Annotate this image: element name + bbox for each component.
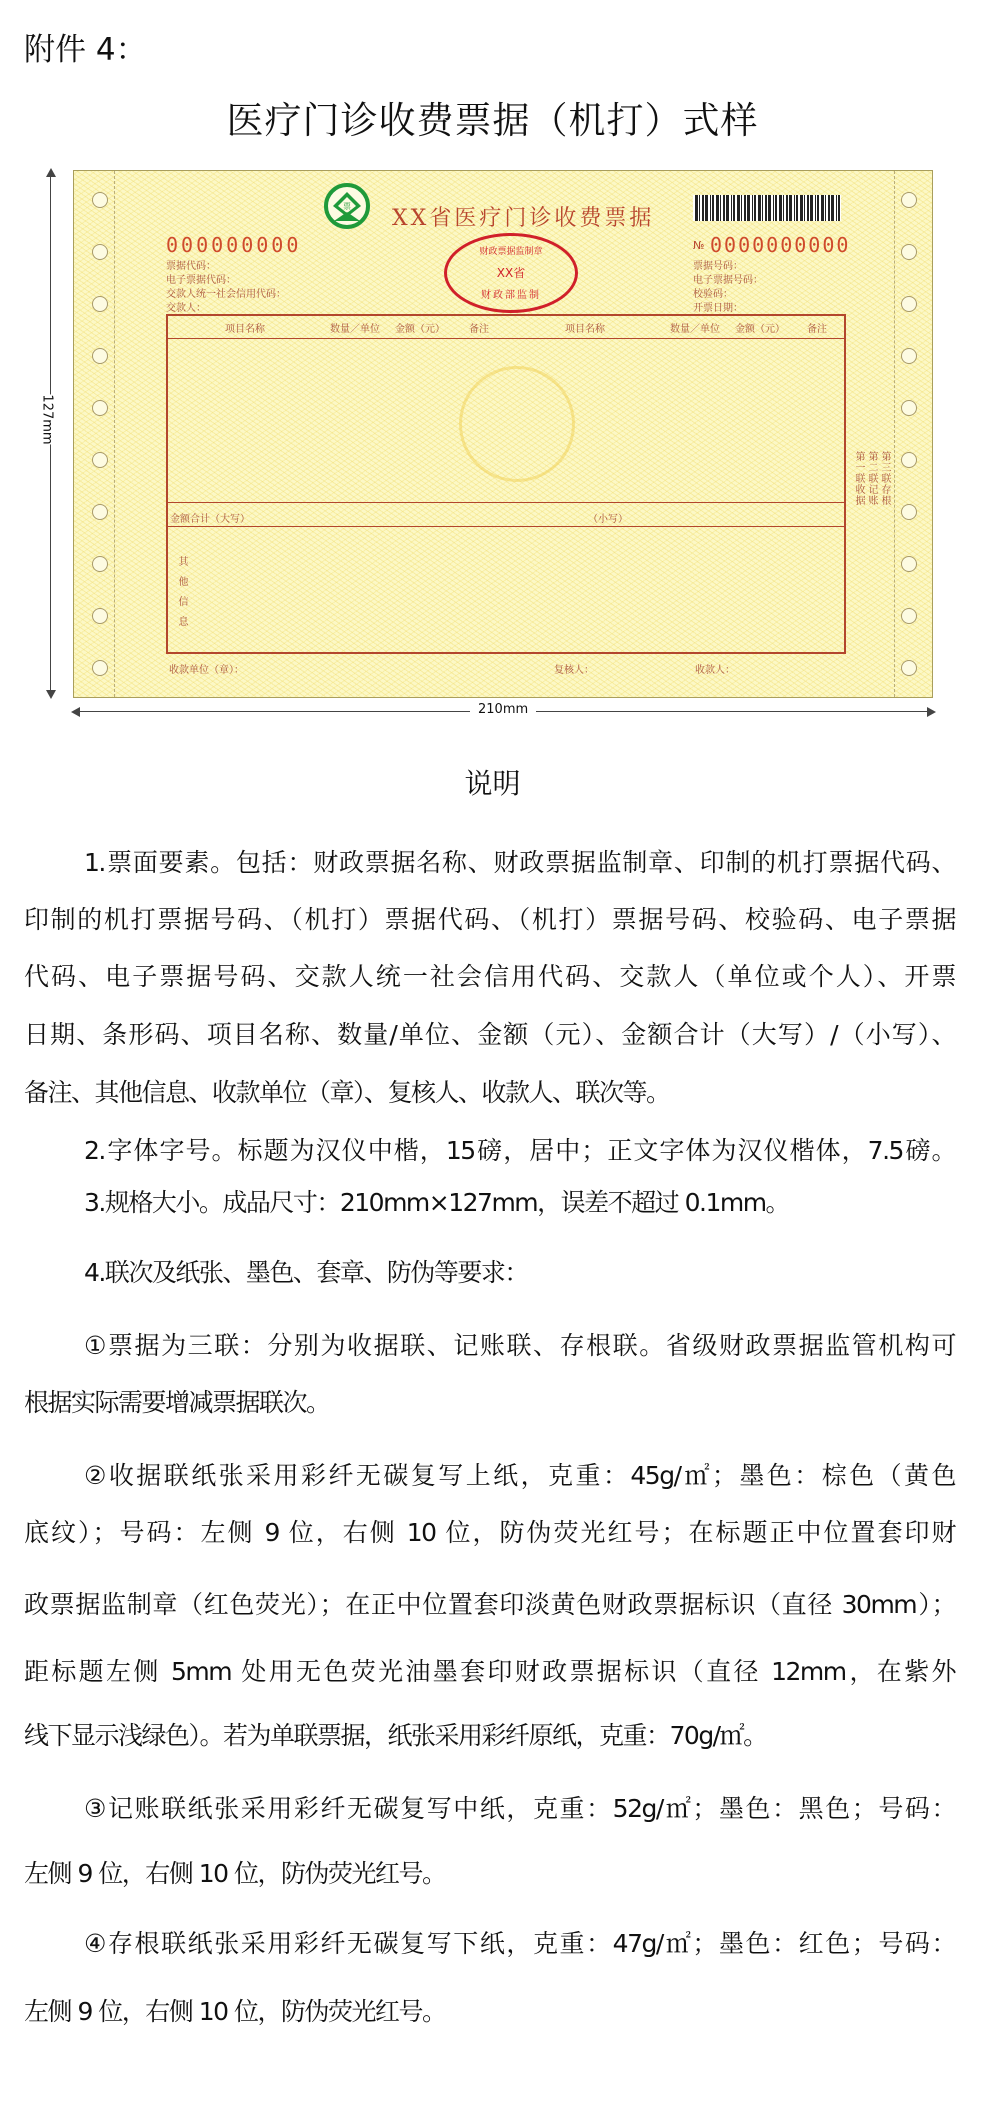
label-payer-credit-code: 交款人统一社会信用代码： bbox=[166, 289, 286, 300]
total-lower-label: （小写） bbox=[588, 514, 628, 525]
sprocket-hole-left bbox=[92, 608, 108, 624]
col-qty-unit-2: 数量／单位 bbox=[670, 324, 720, 335]
seal-middle-text: XX省 bbox=[496, 266, 526, 280]
other-info-label: 其他信息 bbox=[176, 556, 187, 636]
items-table bbox=[166, 314, 846, 654]
total-divider-top bbox=[168, 502, 844, 503]
barcode-bar bbox=[723, 195, 725, 221]
arrow-left-icon bbox=[71, 707, 80, 717]
p1-line-3: 代码、电子票据号码、交款人统一社会信用代码、交款人（单位或个人）、开票 bbox=[24, 962, 955, 991]
sprocket-hole-left bbox=[92, 556, 108, 572]
c2-line-2: 底纹）；号码：左侧 9 位，右侧 10 位，防伪荧光红号；在标题正中位置套印财 bbox=[24, 1518, 955, 1547]
p1-line-4: 日期、条形码、项目名称、数量/单位、金额（元）、金额合计（大写）/（小写）、 bbox=[24, 1020, 955, 1049]
height-label: 127mm bbox=[39, 394, 55, 445]
receipt-sample bbox=[73, 170, 933, 698]
barcode-bar bbox=[752, 195, 753, 221]
svg-text:票: 票 bbox=[343, 202, 351, 211]
reviewer-label: 复核人： bbox=[554, 665, 594, 676]
barcode-bar bbox=[796, 195, 798, 221]
c1-line-2: 根据实际需要增减票据联次。 bbox=[24, 1388, 330, 1417]
barcode-bar bbox=[754, 195, 756, 221]
fiscal-logo bbox=[324, 183, 370, 229]
sprocket-hole-right bbox=[901, 244, 917, 260]
col-remark-2: 备注 bbox=[807, 324, 827, 335]
sprocket-hole-right bbox=[901, 608, 917, 624]
c2-line-1: ②收据联纸张采用彩纤无碳复写上纸，克重：45g/㎡；墨色：棕色（黄色 bbox=[84, 1461, 955, 1490]
barcode-bar bbox=[810, 195, 813, 221]
c2-line-5: 线下显示浅绿色）。若为单联票据，纸张采用彩纤原纸，克重：70g/㎡。 bbox=[24, 1721, 767, 1750]
barcode-bar bbox=[695, 195, 698, 221]
barcode-bar bbox=[817, 195, 819, 221]
supervision-seal bbox=[444, 233, 578, 313]
arrow-down-icon bbox=[46, 690, 56, 699]
c4-line-1: ④存根联纸张采用彩纤无碳复写下纸，克重：47g/㎡；墨色：红色；号码： bbox=[84, 1929, 955, 1958]
barcode-bar bbox=[815, 195, 816, 221]
barcode-bar bbox=[758, 195, 761, 221]
p3-text: 3.规格大小。成品尺寸：210mm×127mm，误差不超过 0.1mm。 bbox=[84, 1188, 790, 1217]
width-label: 210mm bbox=[470, 702, 536, 717]
sprocket-hole-left bbox=[92, 244, 108, 260]
p1-line-5: 备注、其他信息、收款单位（章）、复核人、收款人、联次等。 bbox=[24, 1078, 670, 1107]
number-prefix: № bbox=[693, 239, 705, 252]
barcode-bar bbox=[726, 195, 729, 221]
barcode-bar bbox=[712, 195, 714, 221]
barcode-bar bbox=[786, 195, 788, 221]
barcode-bar bbox=[828, 195, 830, 221]
barcode-bar bbox=[765, 195, 767, 221]
explanation-heading: 说明 bbox=[464, 767, 521, 800]
barcode-bar bbox=[779, 195, 782, 221]
p1-line-1: 1.票面要素。包括：财政票据名称、财政票据监制章、印制的机打票据代码、 bbox=[84, 848, 955, 877]
barcode-bar bbox=[789, 195, 792, 221]
barcode-bar bbox=[737, 195, 740, 221]
barcode-bar bbox=[825, 195, 826, 221]
barcode-bar bbox=[744, 195, 746, 221]
label-check-code: 校验码： bbox=[693, 289, 733, 300]
sprocket-hole-left bbox=[92, 400, 108, 416]
col-amount: 金额（元） bbox=[395, 324, 445, 335]
copy-label-3: 第三联存根 bbox=[879, 451, 890, 506]
copy-label-2: 第二联记账 bbox=[866, 451, 877, 506]
sprocket-hole-right bbox=[901, 296, 917, 312]
barcode-bar bbox=[838, 195, 840, 221]
col-amount-2: 金额（元） bbox=[735, 324, 785, 335]
barcode-bar bbox=[775, 195, 777, 221]
col-item-name: 项目名称 bbox=[225, 324, 265, 335]
sprocket-hole-left bbox=[92, 348, 108, 364]
c4-line-2: 左侧 9 位，右侧 10 位，防伪荧光红号。 bbox=[24, 1997, 446, 2026]
c2-line-3: 政票据监制章（红色荧光）；在正中位置套印淡黄色财政票据标识（直径 30mm）； bbox=[24, 1590, 955, 1619]
sprocket-hole-right bbox=[901, 660, 917, 676]
col-remark: 备注 bbox=[469, 324, 489, 335]
label-receipt-number: 票据号码： bbox=[693, 261, 743, 272]
total-divider-bottom bbox=[168, 526, 844, 527]
p2-text: 2.字体字号。标题为汉仪中楷，15磅，居中；正文字体为汉仪楷体，7.5磅。 bbox=[84, 1136, 955, 1165]
sprocket-hole-right bbox=[901, 504, 917, 520]
label-e-receipt-number: 电子票据号码： bbox=[693, 275, 763, 286]
payee-unit-label: 收款单位（章）： bbox=[169, 665, 244, 676]
c3-line-2: 左侧 9 位，右侧 10 位，防伪荧光红号。 bbox=[24, 1859, 446, 1888]
barcode-bar bbox=[768, 195, 771, 221]
arrow-up-icon bbox=[46, 168, 56, 177]
sprocket-hole-left bbox=[92, 452, 108, 468]
barcode-bar bbox=[705, 195, 708, 221]
sprocket-hole-right bbox=[901, 348, 917, 364]
sprocket-hole-left bbox=[92, 660, 108, 676]
total-upper-label: 金额合计（大写） bbox=[170, 514, 250, 525]
copy-label-1: 第一联收据 bbox=[853, 451, 864, 506]
label-issue-date: 开票日期： bbox=[693, 303, 743, 314]
page-title: 医疗门诊收费票据（机打）式样 bbox=[226, 99, 759, 142]
seal-bottom-text: 财政部监制 bbox=[481, 290, 541, 301]
barcode-bar bbox=[699, 195, 700, 221]
sprocket-hole-right bbox=[901, 452, 917, 468]
payee-label: 收款人： bbox=[695, 665, 735, 676]
attachment-label: 附件 4： bbox=[24, 32, 147, 68]
sprocket-hole-right bbox=[901, 192, 917, 208]
barcode-bar bbox=[783, 195, 784, 221]
col-qty-unit: 数量／单位 bbox=[330, 324, 380, 335]
barcode-bar bbox=[836, 195, 837, 221]
barcode-bar bbox=[831, 195, 834, 221]
perforation-left bbox=[114, 171, 115, 697]
sprocket-hole-right bbox=[901, 400, 917, 416]
barcode-bar bbox=[800, 195, 803, 221]
barcode-bar bbox=[804, 195, 805, 221]
left-printed-number: 000000000 bbox=[166, 233, 302, 257]
p1-line-2: 印制的机打票据号码、（机打）票据代码、（机打）票据号码、校验码、电子票据 bbox=[24, 905, 955, 934]
label-receipt-code: 票据代码： bbox=[166, 261, 216, 272]
sprocket-hole-left bbox=[92, 504, 108, 520]
perforation-right bbox=[894, 171, 895, 697]
p4-text: 4.联次及纸张、墨色、套章、防伪等要求： bbox=[84, 1258, 528, 1287]
label-payer: 交款人： bbox=[166, 303, 206, 314]
barcode-bar bbox=[716, 195, 719, 221]
col-item-name-2: 项目名称 bbox=[565, 324, 605, 335]
c2-line-4: 距标题左侧 5mm 处用无色荧光油墨套印财政票据标识（直径 12mm，在紫外 bbox=[24, 1657, 955, 1686]
arrow-right-icon bbox=[927, 707, 936, 717]
sprocket-hole-right bbox=[901, 556, 917, 572]
barcode-bar bbox=[773, 195, 774, 221]
barcode-bar bbox=[794, 195, 795, 221]
sprocket-hole-left bbox=[92, 192, 108, 208]
barcode-bar bbox=[807, 195, 809, 221]
barcode-bar bbox=[702, 195, 704, 221]
header-divider bbox=[168, 338, 844, 339]
label-e-receipt-code: 电子票据代码： bbox=[166, 275, 236, 286]
barcode-bar bbox=[731, 195, 732, 221]
barcode-bar bbox=[733, 195, 735, 221]
c1-line-1: ①票据为三联：分别为收据联、记账联、存根联。省级财政票据监管机构可 bbox=[84, 1331, 955, 1360]
logo-diamond-icon bbox=[328, 187, 366, 225]
barcode-bar bbox=[720, 195, 721, 221]
receipt-title: XX省医疗门诊收费票据 bbox=[392, 206, 655, 231]
sprocket-hole-left bbox=[92, 296, 108, 312]
barcode bbox=[693, 195, 841, 221]
barcode-bar bbox=[710, 195, 711, 221]
seal-arc-text: 财政票据监制章 bbox=[479, 247, 543, 257]
c3-line-1: ③记账联纸张采用彩纤无碳复写中纸，克重：52g/㎡；墨色：黑色；号码： bbox=[84, 1794, 955, 1823]
barcode-bar bbox=[747, 195, 750, 221]
right-printed-number: 0000000000 bbox=[710, 233, 851, 257]
barcode-bar bbox=[762, 195, 763, 221]
barcode-bar bbox=[741, 195, 742, 221]
barcode-bar bbox=[821, 195, 824, 221]
